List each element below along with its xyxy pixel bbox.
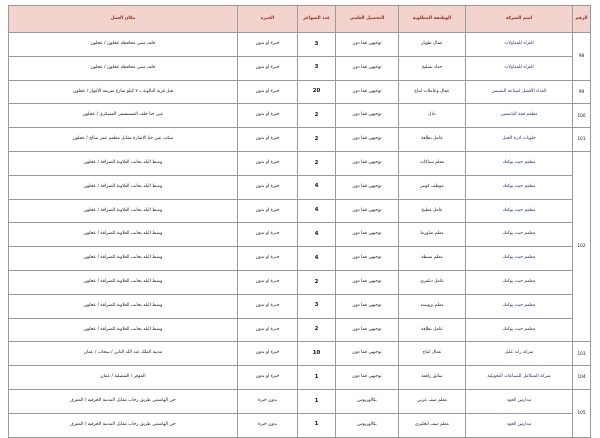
count-cell: 1 xyxy=(298,413,336,437)
education-cell: توجيهي فما دون xyxy=(336,366,399,390)
company-cell: مطعم جيت بوكتك xyxy=(466,247,573,271)
location-cell: عين جنا خلف المستشفى العسكري / عجلون xyxy=(9,104,238,128)
table-row xyxy=(9,413,591,437)
experience-cell: بدون خبرة xyxy=(238,389,298,413)
location-cell: حي الهاشمي طريق رحاب مقابل المدينة الحرفية / المفرق xyxy=(9,413,238,437)
company-cell: الغذاء الأفضل لصناعة الشيبس xyxy=(466,80,573,104)
experience-cell: خبرة او بدون xyxy=(238,175,298,199)
table-row xyxy=(9,247,591,271)
table-row xyxy=(9,199,591,223)
company-cell: مطعم جيت بوكتك xyxy=(466,151,573,175)
experience-cell: خبرة او بدون xyxy=(238,318,298,342)
location-cell: الموقر / الفيصلية / عمان xyxy=(9,366,238,390)
header-company: اسم الشركة xyxy=(466,6,573,33)
location-cell: مدينة الملك عبد الله الثاني / سحاب / عمان xyxy=(9,342,238,366)
education-cell: توجيهي فما دون xyxy=(336,270,399,294)
table-row xyxy=(9,151,591,175)
company-cell: مطعم جيت بوكتك xyxy=(466,270,573,294)
table-row xyxy=(9,104,591,128)
row-number: 104 xyxy=(573,366,591,390)
table-row xyxy=(9,56,591,80)
job-cell: معلم شاورما xyxy=(399,223,466,247)
header-count: عدد الشواغر xyxy=(298,6,336,33)
job-cell: عامل مطبخ xyxy=(399,199,466,223)
job-cell: نادل xyxy=(399,104,466,128)
education-cell: توجيهي فما دون xyxy=(336,318,399,342)
row-number: 105 xyxy=(573,389,591,437)
table-row xyxy=(9,223,591,247)
job-cell: معلم سناكات xyxy=(399,151,466,175)
location-cell: وسط البلد بجانب العلاونة للصرافة / عجلون xyxy=(9,175,238,199)
education-cell: توجيهي فما دون xyxy=(336,294,399,318)
location-cell: وسط البلد بجانب العلاونة للصرافة / عجلون xyxy=(9,270,238,294)
education-cell: توجيهي فما دون xyxy=(336,175,399,199)
row-number: 98 xyxy=(573,33,591,81)
location-cell: وسط البلد بجانب العلاونة للصرافة / عجلون xyxy=(9,247,238,271)
count-cell: 1 xyxy=(298,389,336,413)
experience-cell: خبرة او بدون xyxy=(238,294,298,318)
company-cell: مطعم قمة الياسمين xyxy=(466,104,573,128)
education-cell: توجيهي فما دون xyxy=(336,104,399,128)
experience-cell: خبرة او بدون xyxy=(238,342,298,366)
job-cell: عمال طوبار xyxy=(399,33,466,57)
company-cell: مطعم جيت بوكتك xyxy=(466,175,573,199)
education-cell: بكالوريوس xyxy=(336,389,399,413)
education-cell: توجيهي فما دون xyxy=(336,151,399,175)
count-cell: 1 xyxy=(298,366,336,390)
education-cell: توجيهي فما دون xyxy=(336,33,399,57)
table-row xyxy=(9,366,591,390)
location-cell: حي الهاشمي طريق رحاب مقابل المدينة الحرفية / المفرق xyxy=(9,389,238,413)
education-cell: توجيهي فما دون xyxy=(336,128,399,152)
count-cell: 3 xyxy=(298,33,336,57)
row-number: 100 xyxy=(573,104,591,128)
header-education: التحصيل العلمي xyxy=(336,6,399,33)
location-cell: سكت عين جنا الاشارة مقابل مطعم عمر صالح / عجلون xyxy=(9,128,238,152)
header-job: الوظيفة المطلوبة xyxy=(399,6,466,33)
education-cell: توجيهي فما دون xyxy=(336,342,399,366)
experience-cell: خبرة او بدون xyxy=(238,199,298,223)
job-cell: موظف كونتر xyxy=(399,175,466,199)
education-cell: توجيهي فما دون xyxy=(336,247,399,271)
job-cell: عمال انتاج xyxy=(399,342,466,366)
count-cell: 2 xyxy=(298,270,336,294)
table-row xyxy=(9,175,591,199)
experience-cell: خبرة او بدون xyxy=(238,270,298,294)
experience-cell: بدون خبرة xyxy=(238,413,298,437)
company-cell: الغزاء للمقاولات xyxy=(466,56,573,80)
job-cell: عامل نظافة xyxy=(399,128,466,152)
experience-cell: خبرة او بدون xyxy=(238,366,298,390)
education-cell: توجيهي فما دون xyxy=(336,199,399,223)
header-experience: الخبرة xyxy=(238,6,298,33)
job-cell: عمال وعاملات انتاج xyxy=(399,80,466,104)
location-cell: وسط البلد بجانب العلاونة للصرافة / عجلون xyxy=(9,151,238,175)
experience-cell: خبرة او بدون xyxy=(238,247,298,271)
experience-cell: خبرة او بدون xyxy=(238,56,298,80)
job-cell: عامل ديلفري xyxy=(399,270,466,294)
row-number: 102 xyxy=(573,151,591,341)
company-cell: شركة راند عليل xyxy=(466,342,573,366)
job-cell: معلم صف انجليزي xyxy=(399,413,466,437)
count-cell: 4 xyxy=(298,247,336,271)
company-cell: شركة المتكامل للصناعات التحويلية xyxy=(466,366,573,390)
table-row xyxy=(9,294,591,318)
location-cell: وسط البلد بجانب العلاونة للصرافة / عجلون xyxy=(9,318,238,342)
education-cell: توجيهي فما دون xyxy=(336,223,399,247)
company-cell: مطعم جيت بوكتك xyxy=(466,318,573,342)
table-row xyxy=(9,318,591,342)
count-cell: 3 xyxy=(298,294,336,318)
job-cell: معلم صف عربي xyxy=(399,389,466,413)
job-cell: معلم بسطة xyxy=(399,247,466,271)
location-cell: قبل قرية البالونة بـ ٣ كيلو شارع تفريعة الأغوار / عجلون xyxy=(9,80,238,104)
job-cell: معلم بروستد xyxy=(399,294,466,318)
header-location: مكان العمل xyxy=(9,6,238,33)
experience-cell: خبرة او بدون xyxy=(238,151,298,175)
count-cell: 10 xyxy=(298,342,336,366)
experience-cell: خبرة او بدون xyxy=(238,80,298,104)
table-row xyxy=(9,342,591,366)
jobs-table xyxy=(8,5,591,438)
count-cell: 4 xyxy=(298,223,336,247)
count-cell: 2 xyxy=(298,104,336,128)
count-cell: 3 xyxy=(298,56,336,80)
company-cell: مدارس الجود xyxy=(466,413,573,437)
company-cell: مطعم جيت بوكتك xyxy=(466,294,573,318)
table-row xyxy=(9,389,591,413)
table-row xyxy=(9,80,591,104)
job-cell: سائق رافعة xyxy=(399,366,466,390)
experience-cell: خبرة او بدون xyxy=(238,104,298,128)
experience-cell: خبرة او بدون xyxy=(238,223,298,247)
company-cell: الغزاء للمقاولات xyxy=(466,33,573,57)
location-cell: خلف مبنى محافظة عجلون / عجلون xyxy=(9,56,238,80)
table-row xyxy=(9,128,591,152)
count-cell: 4 xyxy=(298,175,336,199)
table-row xyxy=(9,270,591,294)
education-cell: بكالوريوس xyxy=(336,413,399,437)
row-number: 103 xyxy=(573,342,591,366)
experience-cell: خبرة او بدون xyxy=(238,33,298,57)
experience-cell: خبرة او بدون xyxy=(238,128,298,152)
header-row xyxy=(9,6,591,33)
location-cell: وسط البلد بجانب العلاونة للصرافة / عجلون xyxy=(9,199,238,223)
row-number: 99 xyxy=(573,80,591,104)
company-cell: حلويات ادرة الجبل xyxy=(466,128,573,152)
count-cell: 4 xyxy=(298,199,336,223)
count-cell: 2 xyxy=(298,128,336,152)
job-cell: عامل نظافة xyxy=(399,318,466,342)
table-row xyxy=(9,33,591,57)
location-cell: وسط البلد بجانب العلاونة للصرافة / عجلون xyxy=(9,294,238,318)
location-cell: وسط البلد بجانب العلاونة للصرافة / عجلون xyxy=(9,223,238,247)
job-cell: حداد تسليح xyxy=(399,56,466,80)
count-cell: 2 xyxy=(298,318,336,342)
education-cell: توجيهي فما دون xyxy=(336,80,399,104)
company-cell: مدارس الجود xyxy=(466,389,573,413)
company-cell: مطعم جيت بوكتك xyxy=(466,199,573,223)
row-number: 101 xyxy=(573,128,591,152)
count-cell: 2 xyxy=(298,151,336,175)
count-cell: 20 xyxy=(298,80,336,104)
header-num: الرقم xyxy=(573,6,591,33)
education-cell: توجيهي فما دون xyxy=(336,56,399,80)
company-cell: مطعم جيت بوكتك xyxy=(466,223,573,247)
location-cell: خلف مبنى محافظة عجلون / عجلون xyxy=(9,33,238,57)
